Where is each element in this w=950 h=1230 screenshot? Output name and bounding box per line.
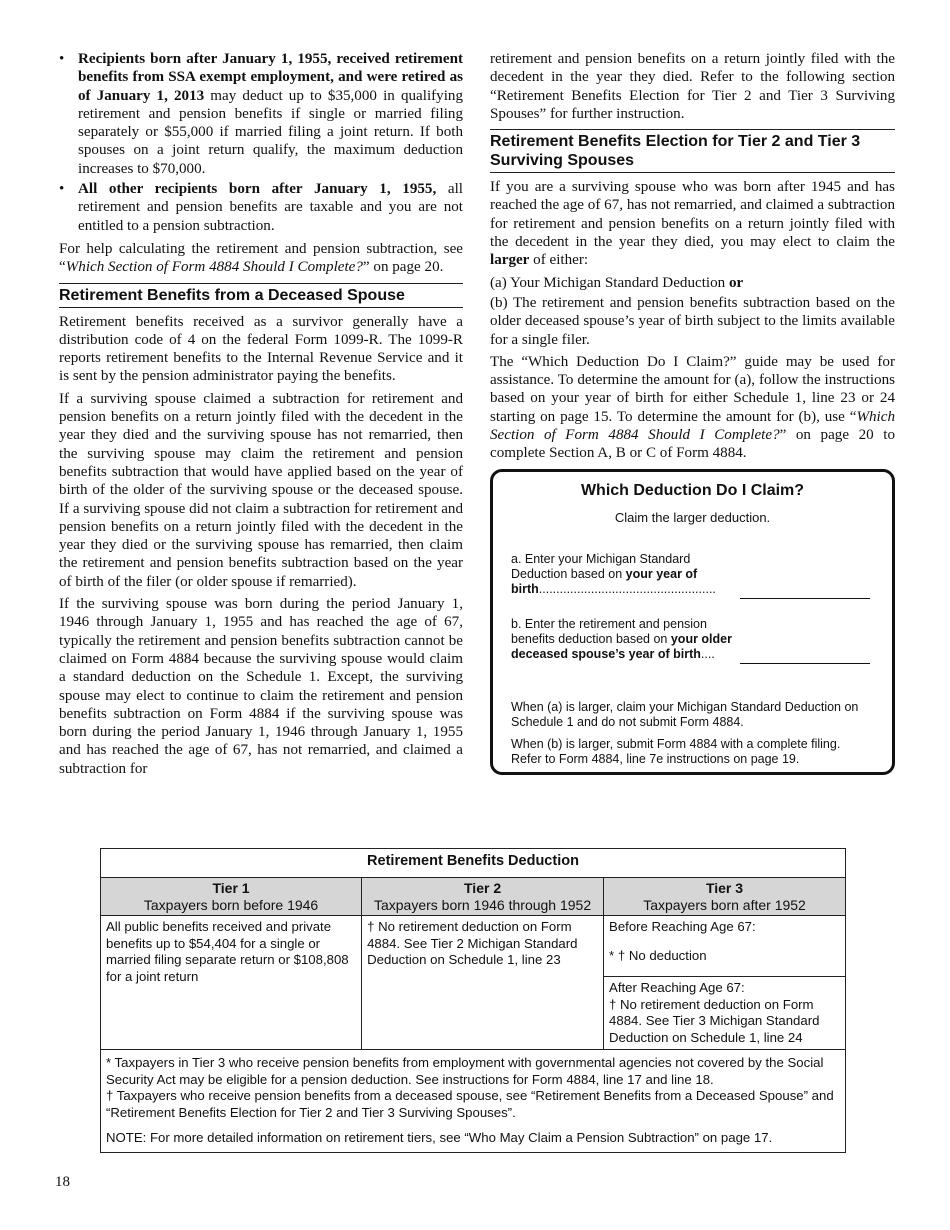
tier1-body: All public benefits received and private benefits up to $54,404 for a single or married filing separate return or $108,808 for a joint return — [101, 916, 362, 1050]
line-b-text: b. Enter the retirement and pension benefits deduction based on — [511, 616, 707, 646]
tier2-body: † No retirement deduction on Form 4884. See Tier 2 Michigan Standard Deduction on Schedule 1, line 23 — [362, 916, 604, 1050]
tier2-desc: Taxpayers born 1946 through 1952 — [373, 896, 592, 913]
tier3-desc: Taxpayers born after 1952 — [643, 896, 806, 913]
spacer — [106, 1121, 840, 1130]
help-paragraph — [59, 240, 463, 277]
bullet-text: may deduct up to $35,000 in qualifying retirement and pension benefits if single or married filing separately or $55,000 if married filing a joint return. If both spouses on a joint return qualify, the maximum deduction increases to $70,000. — [78, 87, 464, 177]
table-title: Retirement Benefits Deduction — [101, 849, 846, 878]
bullet-item-all-other — [59, 180, 463, 235]
tier3-name: Tier 3 — [705, 880, 744, 896]
footnote-asterisk: * Taxpayers in Tier 3 who receive pension benefits from employment with governmental agencies not covered by the Social Security Act may be eligible for a pension deduction. See instructions for Form 4884, line 17 and line 18. — [106, 1055, 824, 1087]
claim-line-b-label — [511, 617, 741, 662]
line-b-leader: .... — [700, 646, 715, 661]
option-a — [490, 274, 895, 292]
paragraph-distribution-code: Retirement benefits received as a survivor generally have a distribution code of 4 on the federal Form 1099-R. The 1099-R reports retirement benefits to the Internal Revenue Service and it is sent by the pension administrator paying the benefits. — [59, 313, 463, 385]
bullet-icon: • — [59, 181, 65, 198]
footnote-note: NOTE: For more detailed information on retirement tiers, see “Who May Claim a Pension Subtraction” on page 17. — [106, 1130, 773, 1145]
claim-line-a-label — [511, 552, 741, 597]
option-a-or: or — [728, 274, 744, 291]
line-a-bold: your year of — [625, 566, 698, 581]
claim-box-subtitle: Claim the larger deduction. — [614, 509, 771, 525]
tier1-name: Tier 1 — [212, 880, 250, 896]
help-italic-title: Which Section of Form 4884 Should I Complete? — [65, 259, 363, 276]
paragraph-surviving-spouse: If a surviving spouse claimed a subtraction for retirement and pension benefits on a return jointly filed with the decedent in the year they died and the surviving spouse has not remarried, then the surviving spouse may claim the retirement and pension benefits subtraction that would have applied based on the year of birth of the older of the surviving spouse or the deceased spouse. If a surviving spouse did not claim a subtraction for retirement and pension benefits on a return jointly filed with the decedent in the year they died or the surviving spouse has remarried, then claim the retirement and pension benefits subtraction based on the year of birth of the filer (or older spouse if remarried). — [59, 390, 463, 590]
which-deduction-box — [490, 469, 895, 775]
spacer — [609, 936, 840, 948]
tier3-after-value: † No retirement deduction on Form 4884. See Tier 3 Michigan Standard Deduction on Schedule 1, line 24 — [609, 996, 820, 1045]
paragraph-guide — [490, 353, 895, 463]
right-column — [490, 50, 895, 775]
help-text: For help calculating the retirement and pension subtraction, see “ — [59, 240, 463, 276]
line-a-text: a. Enter your Michigan Standard Deduction based on — [511, 551, 691, 581]
claim-box-title: Which Deduction Do I Claim? — [580, 481, 805, 499]
tier3-before-value: * † No deduction — [609, 947, 707, 963]
eligibility-bullet-list — [59, 50, 463, 235]
section-heading-deceased-spouse: Retirement Benefits from a Deceased Spouse — [59, 283, 463, 308]
option-a-text: (a) Your Michigan Standard Deduction — [490, 274, 729, 291]
section-heading-tier2-tier3-election: Retirement Benefits Election for Tier 2 and Tier 3 Surviving Spouses — [490, 129, 895, 173]
guide-text-end: ” on page 20 to complete Section A, B or C of Form 4884. — [490, 427, 895, 462]
tier3-header — [604, 878, 846, 916]
tier1-header — [101, 878, 362, 916]
claim-line-a-entry[interactable] — [740, 598, 870, 599]
paragraph-election — [490, 178, 895, 269]
page-number: 18 — [55, 1174, 70, 1190]
tier2-name: Tier 2 — [464, 880, 502, 896]
left-column — [59, 50, 463, 782]
tier1-desc: Taxpayers born before 1946 — [143, 896, 319, 913]
bullet-icon: • — [59, 51, 65, 67]
help-text-end: ” on page 20. — [362, 259, 444, 276]
election-text-end: of either: — [529, 252, 589, 269]
election-bold-larger: larger — [490, 252, 530, 269]
line-a-bold-birth: birth — [511, 581, 539, 596]
retirement-benefits-deduction-table — [100, 848, 846, 1153]
tier3-before-67 — [604, 916, 846, 977]
footnote-dagger: † Taxpayers who receive pension benefits from a deceased spouse, see “Retirement Benefits from a Deceased Spouse” and “Retirement Benefits Election for Tier 2 and Tier 3 Surviving Spouses”. — [106, 1088, 834, 1120]
election-text: If you are a surviving spouse who was born after 1945 and has reached the age of 67, has not remarried, and claimed a subtraction for retirement and pension benefits on a return jointly filed with the decedent in the year they died, you may elect to claim the — [490, 179, 895, 251]
claim-note-b-larger: When (b) is larger, submit Form 4884 with a complete filing. Refer to Form 4884, line 7e instructions on page 19. — [511, 736, 841, 766]
paragraph-born-1946-1955: If the surviving spouse was born during the period January 1, 1946 through January 1, 1955 and has reached the age of 67, typically the retirement and pension benefits subtraction cannot be claimed on Form 4884 because the surviving spouse would claim a standard deduction on the Schedule 1. Except, the surviving spouse may elect to continue to claim the retirement and pension benefits subtraction on Form 4884 if the surviving spouse was born during the period January 1, 1946 through January 1, 1955 and has reached the age of 67, has not remarried, and claimed a subtraction for — [59, 596, 463, 777]
table-footnotes — [101, 1050, 846, 1153]
claim-note-a-larger: When (a) is larger, claim your Michigan Standard Deduction on Schedule 1 and do not submit Form 4884. — [511, 699, 859, 729]
bullet-text: all retirement and pension benefits are taxable and you are not entitled to a pension subtraction. — [78, 181, 463, 234]
tier2-header — [362, 878, 604, 916]
bullet-item-ssa-exempt — [59, 50, 463, 178]
tier3-after-67 — [604, 977, 846, 1050]
line-b-bold: your older deceased spouse’s year of birth — [511, 631, 732, 661]
guide-italic-title: Which Section of Form 4884 Should I Complete? — [490, 408, 895, 444]
bullet-bold-text: All other recipients born after January 1, 1955, — [78, 181, 437, 198]
guide-text: The “Which Deduction Do I Claim?” guide may be used for assistance. To determine the amount for (a), follow the instructions based on your year of birth for either Schedule 1, line 23 or 24 starting on page 15. To determine the amount for (b), use “ — [490, 353, 895, 425]
option-b: (b) The retirement and pension benefits subtraction based on the older deceased spouse’s year of birth subject to the limits available for a single filer. — [490, 294, 895, 348]
paragraph-continued: retirement and pension benefits on a return jointly filed with the decedent in the year they died. Refer to the following section “Retirement Benefits Election for Tier 2 and Tier 3 Surviving Spouses” for further instruction. — [490, 51, 895, 122]
bullet-bold-text: Recipients born after January 1, 1955, received retirement benefits from SSA exempt employment, and were retired as of January 1, 2013 — [78, 51, 463, 104]
line-a-leader: ................................................... — [538, 581, 716, 596]
tier3-after-label: After Reaching Age 67: — [609, 980, 745, 995]
tier3-before-label: Before Reaching Age 67: — [609, 919, 756, 934]
claim-line-b-entry[interactable] — [740, 663, 870, 664]
